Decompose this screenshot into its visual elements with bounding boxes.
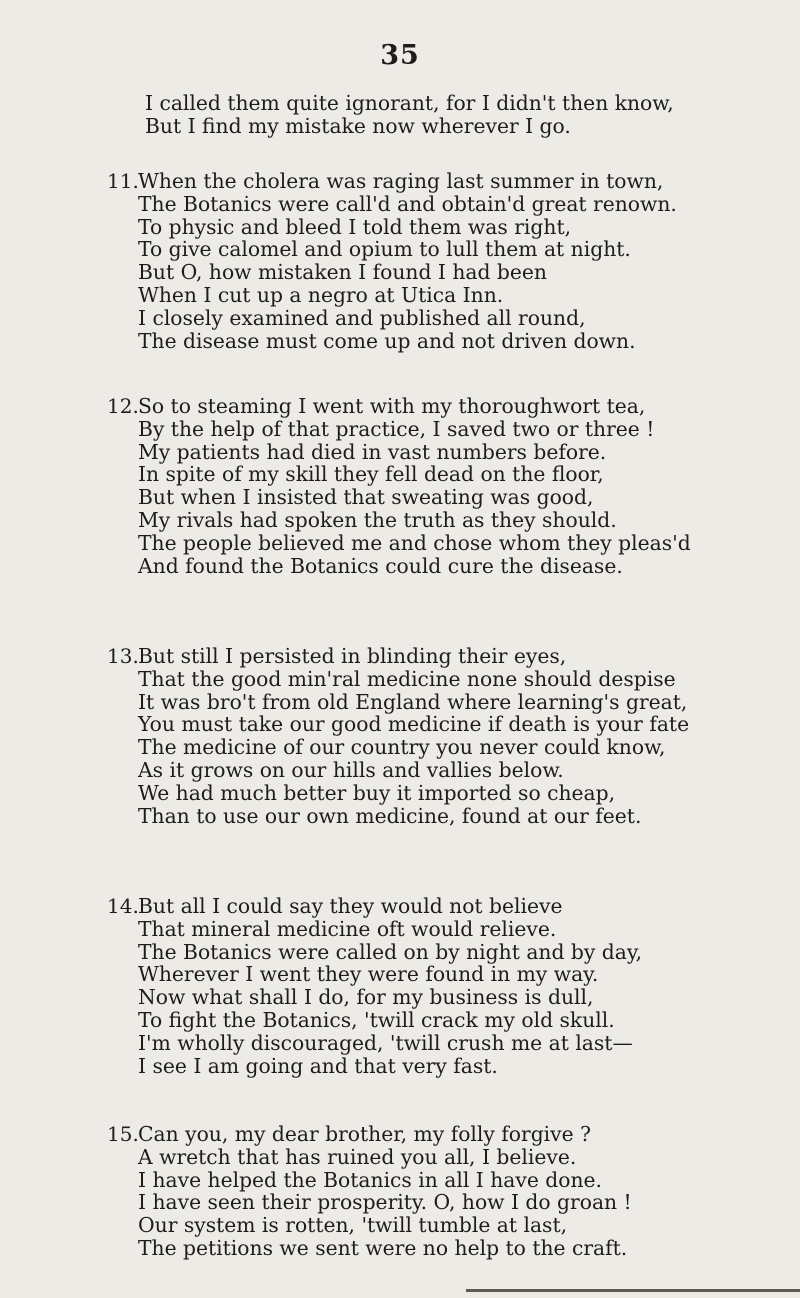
poem-line: Can you, my dear brother, my folly forgive ? <box>138 1122 591 1146</box>
poem-line: When I cut up a negro at Utica Inn. <box>138 282 504 307</box>
poem-line: The petitions we sent were no help to the craft. <box>138 1235 628 1260</box>
stanza-number: 14. <box>107 894 139 918</box>
poem-line: But still I persisted in blinding their eyes, <box>138 644 567 668</box>
poem-line: As it grows on our hills and vallies below. <box>138 757 564 782</box>
poem-line: You must take our good medicine if death is your fate <box>138 712 690 737</box>
poem-line: The Botanics were call'd and obtain'd great renown. <box>138 191 677 216</box>
poem-line: My rivals had spoken the truth as they should. <box>138 507 617 532</box>
poem-line: By the help of that practice, I saved two or three ! <box>138 416 655 441</box>
poem-line: I see I am going and that very fast. <box>138 1053 498 1078</box>
poem-line: I closely examined and published all round, <box>138 305 586 330</box>
poem-line: Our system is rotten, 'twill tumble at last, <box>138 1213 568 1238</box>
poem-line: In spite of my skill they fell dead on the floor, <box>138 462 604 487</box>
poem-line: The medicine of our country you never could know, <box>138 735 666 760</box>
stanza-number: 15. <box>107 1122 139 1146</box>
stanza-continuation <box>145 92 674 138</box>
poem-line: Than to use our own medicine, found at our feet. <box>138 803 642 828</box>
poem-line: I called them quite ignorant, for I didn't then know, <box>145 91 674 115</box>
poem-line: I'm wholly discouraged, 'twill crush me at last— <box>138 1030 633 1055</box>
poem-line: The disease must come up and not driven down. <box>138 328 636 353</box>
poem-line: But I find my mistake now wherever I go. <box>145 113 571 138</box>
poem-line: But when I insisted that sweating was good, <box>138 485 594 510</box>
poem-line: The Botanics were called on by night and by day, <box>138 939 643 964</box>
poem-line: To give calomel and opium to lull them at night. <box>138 237 631 262</box>
poem-line: The people believed me and chose whom they pleas'd <box>138 530 691 555</box>
stanza-lines <box>138 645 689 827</box>
stanza-number: 13. <box>107 644 139 668</box>
poem-line: We had much better buy it imported so cheap, <box>138 780 616 805</box>
poem-line: So to steaming I went with my thoroughwort tea, <box>138 394 646 418</box>
poem-line: To physic and bleed I told them was right, <box>138 214 572 239</box>
poem-line: Now what shall I do, for my business is dull, <box>138 985 594 1010</box>
stanza-number: 12. <box>107 394 139 418</box>
poem-line: My patients had died in vast numbers before. <box>138 439 607 464</box>
poem-line: I have helped the Botanics in all I have done. <box>138 1167 602 1192</box>
page-edge-rule <box>466 1289 800 1292</box>
poem-line: I have seen their prosperity. O, how I do groan ! <box>138 1190 632 1215</box>
stanza-lines <box>138 1123 632 1260</box>
stanza-lines <box>138 895 642 1077</box>
poem-line: A wretch that has ruined you all, I believe. <box>138 1144 577 1169</box>
poem-line: That mineral medicine oft would relieve. <box>138 916 557 941</box>
poem-line: That the good min'ral medicine none should despise <box>138 666 676 691</box>
poem-line: And found the Botanics could cure the disease. <box>138 553 623 578</box>
poem-line: Wherever I went they were found in my way. <box>138 962 599 987</box>
poem-line: It was bro't from old England where learning's great, <box>138 689 688 714</box>
stanza-number: 11. <box>107 169 139 193</box>
poem-line: To fight the Botanics, 'twill crack my old skull. <box>138 1007 615 1032</box>
poem-line: But all I could say they would not believe <box>138 894 563 918</box>
stanza-lines <box>138 170 677 352</box>
poem-line: But O, how mistaken I found I had been <box>138 260 547 285</box>
stanza-lines <box>138 395 691 577</box>
poem-line: When the cholera was raging last summer in town, <box>138 169 664 193</box>
page-number: 35 <box>380 40 420 71</box>
